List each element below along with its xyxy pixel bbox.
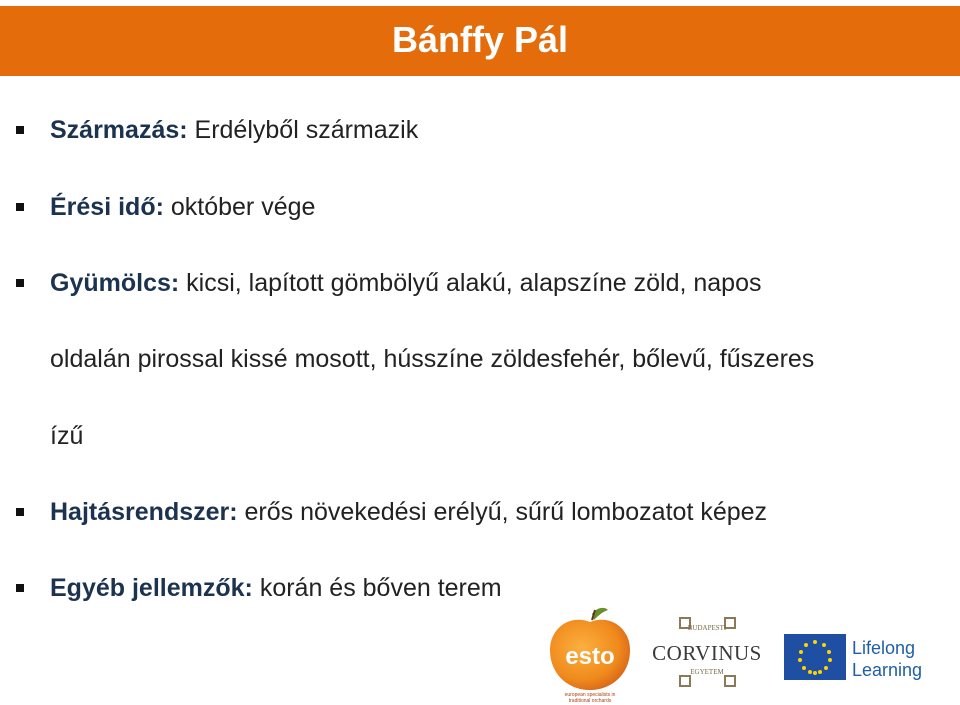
bullet-marker bbox=[16, 279, 24, 287]
list-item bbox=[50, 115, 418, 145]
lifelong-learning-logo bbox=[782, 628, 932, 688]
bullet-marker bbox=[16, 508, 24, 516]
bullet-marker bbox=[16, 584, 24, 592]
item-key: Származás: bbox=[50, 116, 188, 144]
list-item bbox=[50, 268, 762, 298]
bullet-marker bbox=[16, 126, 24, 134]
bullet-marker bbox=[16, 203, 24, 211]
svg-text:traditional orchards: traditional orchards bbox=[568, 698, 612, 704]
esto-wordmark: esto bbox=[565, 643, 615, 670]
svg-text:Lifelong: Lifelong bbox=[852, 638, 916, 658]
corvinus-logo bbox=[645, 614, 770, 694]
item-value: ízű bbox=[50, 422, 84, 450]
list-item bbox=[50, 192, 315, 222]
item-key: Érési idő: bbox=[50, 193, 164, 221]
item-value: kicsi, lapított gömbölyű alakú, alapszíne zöld, napos bbox=[186, 269, 762, 297]
item-value: korán és bőven terem bbox=[259, 574, 502, 602]
slide-title: Bánffy Pál bbox=[391, 19, 569, 60]
corvinus-wordmark: CORVINUS bbox=[652, 641, 762, 665]
svg-text:EGYETEM: EGYETEM bbox=[690, 668, 724, 676]
list-item-continuation bbox=[50, 421, 83, 451]
item-value: erős növekedési erélyű, sűrű lombozatot képez bbox=[244, 498, 768, 526]
item-value: Erdélyből származik bbox=[194, 116, 419, 144]
list-item-continuation bbox=[50, 344, 814, 374]
svg-text:Learning: Learning bbox=[852, 660, 923, 680]
svg-text:BUDAPESTI: BUDAPESTI bbox=[687, 624, 727, 632]
list-item bbox=[50, 497, 767, 527]
item-key: Egyéb jellemzők: bbox=[50, 574, 253, 602]
list-item bbox=[50, 573, 502, 603]
item-value: oldalán pirossal kissé mosott, hússzíne zöldesfehér, bőlevű, fűszeres bbox=[50, 345, 815, 373]
svg-text:european specialists in: european specialists in bbox=[564, 692, 616, 698]
item-value: október vége bbox=[170, 193, 316, 221]
esto-logo bbox=[540, 606, 640, 705]
logo-strip bbox=[0, 600, 960, 705]
item-key: Gyümölcs: bbox=[50, 269, 180, 297]
item-key: Hajtásrendszer: bbox=[50, 498, 238, 526]
